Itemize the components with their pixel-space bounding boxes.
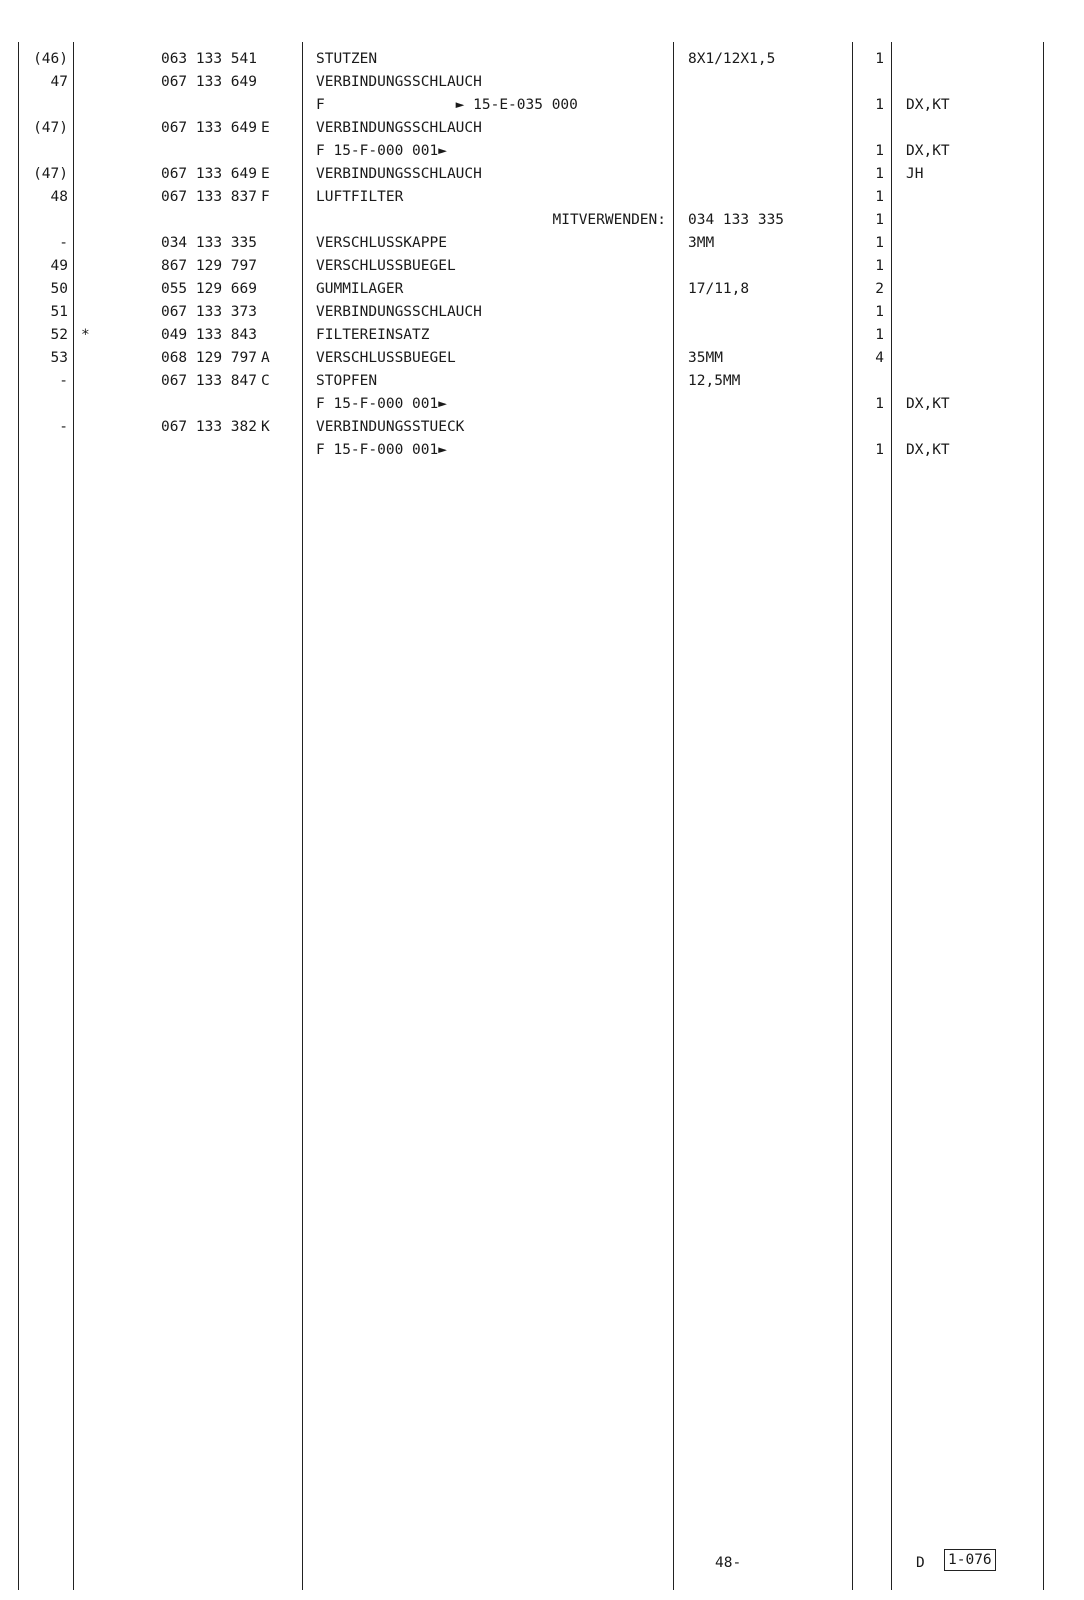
quantity: 1	[875, 97, 884, 113]
description: MITVERWENDEN:	[552, 212, 666, 228]
quantity: 1	[875, 212, 884, 228]
position-number: -	[59, 235, 68, 251]
remark: 35MM	[688, 350, 723, 366]
description: VERSCHLUSSBUEGEL	[316, 258, 456, 274]
table-row	[0, 140, 1084, 163]
description: GUMMILAGER	[316, 281, 404, 297]
position-number: (47)	[33, 120, 68, 136]
part-number: 063 133 541	[160, 51, 257, 67]
part-number: 067 133 649	[160, 74, 257, 90]
description: F ► 15-E-035 000	[316, 97, 578, 113]
quantity: 1	[875, 189, 884, 205]
table-row	[0, 117, 1084, 140]
remark: 17/11,8	[688, 281, 750, 297]
model-code: DX,KT	[906, 442, 950, 458]
table-row	[0, 71, 1084, 94]
model-code: JH	[906, 166, 924, 182]
part-number: 034 133 335	[160, 235, 257, 251]
quantity: 1	[875, 51, 884, 67]
table-row	[0, 94, 1084, 117]
model-code: DX,KT	[906, 97, 950, 113]
part-number: 867 129 797	[160, 258, 257, 274]
position-number: -	[59, 373, 68, 389]
table-row	[0, 324, 1084, 347]
description: VERBINDUNGSSCHLAUCH	[316, 74, 482, 90]
part-number: 068 129 797	[160, 350, 257, 366]
position-number: 49	[50, 258, 68, 274]
position-number: 47	[50, 74, 68, 90]
quantity: 2	[875, 281, 884, 297]
part-number-suffix: E	[261, 120, 270, 136]
remark: 8X1/12X1,5	[688, 51, 776, 67]
table-row	[0, 48, 1084, 71]
part-number: 049 133 843	[160, 327, 257, 343]
table-row	[0, 163, 1084, 186]
position-number: (47)	[33, 166, 68, 182]
table-row	[0, 370, 1084, 393]
table-row	[0, 186, 1084, 209]
model-code: DX,KT	[906, 143, 950, 159]
description: STOPFEN	[316, 373, 378, 389]
model-code: DX,KT	[906, 396, 950, 412]
description: STUTZEN	[316, 51, 378, 67]
quantity: 1	[875, 327, 884, 343]
description: VERBINDUNGSSTUECK	[316, 419, 465, 435]
table-row	[0, 255, 1084, 278]
part-number-suffix: C	[261, 373, 270, 389]
part-number-suffix: E	[261, 166, 270, 182]
description: F 15-F-000 001►	[316, 143, 447, 159]
quantity: 1	[875, 304, 884, 320]
table-row	[0, 232, 1084, 255]
marker-star: *	[81, 327, 90, 343]
description: VERSCHLUSSKAPPE	[316, 235, 447, 251]
description: VERBINDUNGSSCHLAUCH	[316, 120, 482, 136]
part-number: 067 133 649	[160, 120, 257, 136]
table-row	[0, 416, 1084, 439]
description: F 15-F-000 001►	[316, 442, 447, 458]
position-number: 50	[50, 281, 68, 297]
quantity: 1	[875, 396, 884, 412]
footer-letter: D	[916, 1555, 925, 1571]
part-number-suffix: K	[261, 419, 270, 435]
part-number: 067 133 837	[160, 189, 257, 205]
quantity: 4	[875, 350, 884, 366]
remark: 034 133 335	[688, 212, 785, 228]
page-number: 48-	[715, 1555, 742, 1571]
position-number: -	[59, 419, 68, 435]
section-reference: 1-076	[944, 1549, 996, 1571]
table-row	[0, 301, 1084, 324]
part-number: 067 133 382	[160, 419, 257, 435]
description: VERSCHLUSSBUEGEL	[316, 350, 456, 366]
remark: 3MM	[688, 235, 715, 251]
part-number: 067 133 847	[160, 373, 257, 389]
table-row	[0, 347, 1084, 370]
table-row	[0, 209, 1084, 232]
part-number: 067 133 649	[160, 166, 257, 182]
parts-table	[0, 48, 1084, 462]
description: VERBINDUNGSSCHLAUCH	[316, 304, 482, 320]
table-row	[0, 278, 1084, 301]
position-number: 51	[50, 304, 68, 320]
part-number: 055 129 669	[160, 281, 257, 297]
description: F 15-F-000 001►	[316, 396, 447, 412]
remark: 12,5MM	[688, 373, 741, 389]
position-number: 48	[50, 189, 68, 205]
part-number-suffix: A	[261, 350, 270, 366]
description: LUFTFILTER	[316, 189, 404, 205]
quantity: 1	[875, 442, 884, 458]
table-row	[0, 393, 1084, 416]
position-number: 53	[50, 350, 68, 366]
position-number: 52	[50, 327, 68, 343]
position-number: (46)	[33, 51, 68, 67]
description: FILTEREINSATZ	[316, 327, 430, 343]
quantity: 1	[875, 235, 884, 251]
table-row	[0, 439, 1084, 462]
part-number: 067 133 373	[160, 304, 257, 320]
description: VERBINDUNGSSCHLAUCH	[316, 166, 482, 182]
quantity: 1	[875, 166, 884, 182]
part-number-suffix: F	[261, 189, 270, 205]
quantity: 1	[875, 258, 884, 274]
quantity: 1	[875, 143, 884, 159]
